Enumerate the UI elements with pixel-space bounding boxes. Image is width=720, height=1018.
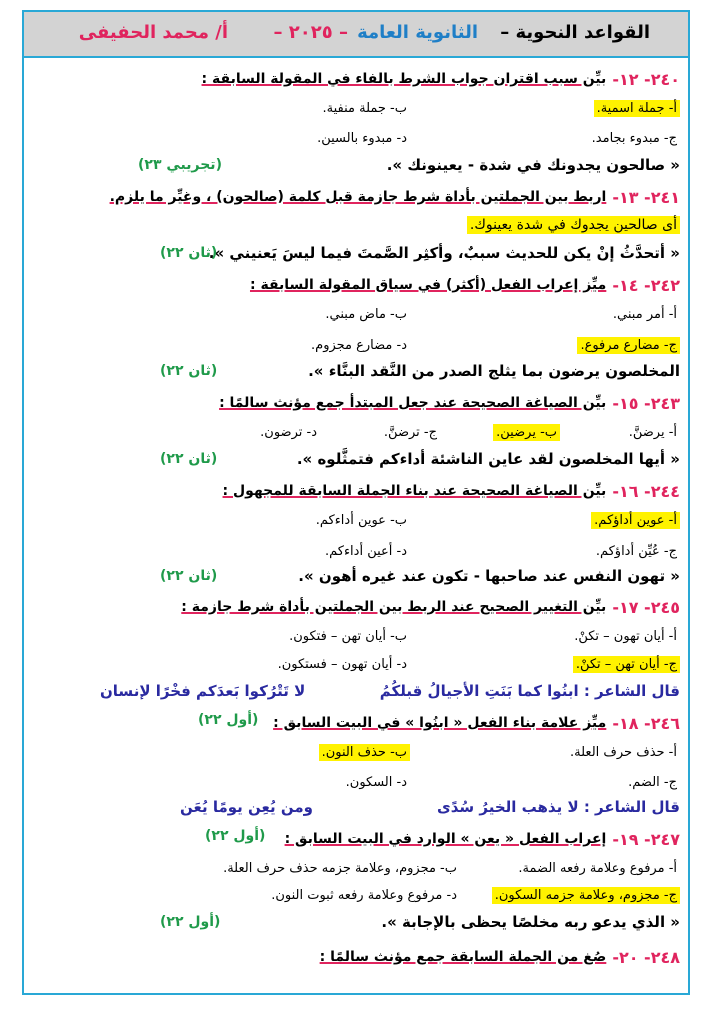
option-c: ج- مجزوم، وعلامة جزمه السكون. — [492, 887, 680, 904]
option-b: ب- يرضين. — [493, 424, 560, 441]
option-a: أ- أمر مبني. — [612, 307, 677, 322]
option-a: أ- حذف حرف العلة. — [570, 745, 677, 760]
option-b: ب- عوين أداءكم. — [315, 513, 407, 528]
option-d: د- ترضون. — [260, 425, 317, 440]
question-number: ٢٤٧- ١٩- — [612, 829, 680, 849]
question-number: ٢٤٠- ١٢- — [612, 69, 680, 89]
question-number: ٢٤٨- ٢٠- — [612, 947, 680, 967]
option-d: د- أعين أداءكم. — [324, 544, 407, 559]
question-text: ميِّز علامة بناء الفعل « ابنُوا » في البيت السابق : — [273, 715, 607, 731]
question-248 — [320, 944, 680, 970]
question-247 — [285, 826, 680, 852]
question-text: بيِّن التغيير الصحيح عند الربط بين الجملتين بأداة شرط جازمة : — [181, 599, 607, 615]
option-b: ب- مجزوم، وعلامة جزمه حذف حرف العلة. — [223, 861, 457, 876]
option-a: أ- جملة اسمية. — [594, 100, 680, 117]
source-tag: (أول ٢٢) — [205, 828, 266, 844]
source-tag: (أول ٢٢) — [160, 914, 221, 930]
option-c: ج- عُيِّن أداؤكم. — [595, 544, 677, 559]
source-tag: (ثان ٢٢) — [160, 363, 218, 379]
question-number: ٢٤٤- ١٦- — [612, 481, 680, 501]
question-text: بيِّن الصياغة الصحيحة عند بناء الجملة السابقة للمجهول : — [222, 483, 607, 499]
question-244 — [223, 478, 680, 504]
question-number: ٢٤٥- ١٧- — [612, 597, 680, 617]
question-text: بيِّن الصياغة الصحيحة عند جعل المبتدأ جمع مؤنث سالمًا : — [219, 395, 607, 411]
option-a: أ- يرضنَّ. — [628, 425, 677, 440]
option-d: د- مرفوع وعلامة رفعه ثبوت النون. — [271, 888, 457, 903]
source-tag: (ثان ٢٢) — [160, 568, 218, 584]
option-c: ج- مضارع مرفوع. — [577, 337, 680, 354]
header-teacher: أ/ محمد الحفيفى — [78, 22, 228, 43]
question-242 — [250, 272, 680, 298]
question-246 — [273, 710, 680, 736]
header-grade: الثانوية العامة — [357, 22, 478, 43]
option-b: ب- جملة منفية. — [322, 101, 407, 116]
source-tag: (أول ٢٢) — [198, 712, 259, 728]
question-text: اربط بين الجملتين بأداة شرط جازمة قبل كلمة (صالحون) ، وغيِّر ما يلزم. — [109, 189, 607, 205]
option-c: ج- مبدوء بجامد. — [591, 131, 677, 146]
option-a: أ- مرفوع وعلامة رفعه الضمة. — [518, 861, 677, 876]
verse-second-half: لا تَتْرُكوا بَعدَكم فخْرًا لإنسان — [100, 682, 306, 700]
quote: « تهون النفس عند صاحبها - تكون عند غيره أهون ». — [298, 567, 680, 585]
option-b: ب- حذف النون. — [319, 744, 410, 761]
question-number: ٢٤١- ١٣- — [612, 187, 680, 207]
question-241 — [110, 184, 680, 210]
option-a: أ- عوين أداؤكم. — [591, 512, 680, 529]
verse-second-half: ومن يُعِن يومًا يُعَن — [180, 798, 313, 816]
answer-text: أى صالحين يجدوك في شدة يعينوك. — [467, 216, 680, 234]
question-number: ٢٤٢- ١٤- — [612, 275, 680, 295]
verse-first-half: قال الشاعر : لا يذهب الخيرُ سُدًى — [437, 798, 680, 816]
option-c: ج- ترضنَّ. — [383, 425, 437, 440]
quote: « الذي يدعو ربه مخلصًا يحظى بالإجابة ». — [381, 913, 680, 931]
header-subject: القواعد النحوية – — [500, 22, 650, 43]
option-c: ج- الضم. — [628, 775, 677, 790]
option-d: د- أيان تهون – فستكون. — [277, 657, 407, 672]
quote: المخلصون يرضون بما يثلج الصدر من النَّقد البنَّاء ». — [308, 362, 680, 380]
option-b: ب- ماض مبني. — [325, 307, 407, 322]
document-body — [30, 0, 680, 1000]
source-tag: (ثان ٢٢) — [160, 245, 218, 261]
option-c: ج- أيان تهن – تكنْ. — [573, 656, 680, 673]
quote: « أتحدَّثُ إنْ يكن للحديث سببٌ، وأكثِر الصَّمتَ فيما ليسَ يَعنيني ». — [208, 244, 680, 262]
question-number: ٢٤٣- ١٥- — [612, 393, 680, 413]
header-year: – ٢٠٢٥ – — [273, 22, 348, 43]
option-a: أ- أيان تهون – تكنْ. — [574, 629, 677, 644]
quote: « صالحون يجدونك في شدة - يعينونك ». — [386, 156, 680, 174]
question-text: صُغ من الجملة السابقة جمع مؤنث سالمًا : — [319, 949, 607, 965]
source-tag: (تجريبي ٢٣) — [138, 157, 222, 173]
source-tag: (ثان ٢٢) — [160, 451, 218, 467]
question-243 — [219, 390, 680, 416]
question-number: ٢٤٦- ١٨- — [612, 713, 680, 733]
option-d: د- السكون. — [345, 775, 407, 790]
option-d: د- مبدوء بالسين. — [317, 131, 407, 146]
quote: « أيها المخلصون لقد عاين الناشئة أداءكم فتمثَّلوه ». — [296, 450, 680, 468]
question-240 — [202, 66, 680, 92]
question-text: إعراب الفعل « يعن » الوارد في البيت السابق : — [284, 831, 607, 847]
question-text: ميِّز إعراب الفعل (أكثر) في سياق المقولة السابقة : — [249, 277, 607, 293]
option-b: ب- أيان تهن – فتكون. — [289, 629, 407, 644]
option-d: د- مضارع مجزوم. — [311, 338, 407, 353]
verse-first-half: قال الشاعر : ابنُوا كما بَنَتِ الأجيالُ قبلكُمُ — [379, 682, 680, 700]
question-text: بيِّن سبب اقتران جواب الشرط بالفاء في المقولة السابقة : — [201, 71, 607, 87]
question-245 — [181, 594, 680, 620]
